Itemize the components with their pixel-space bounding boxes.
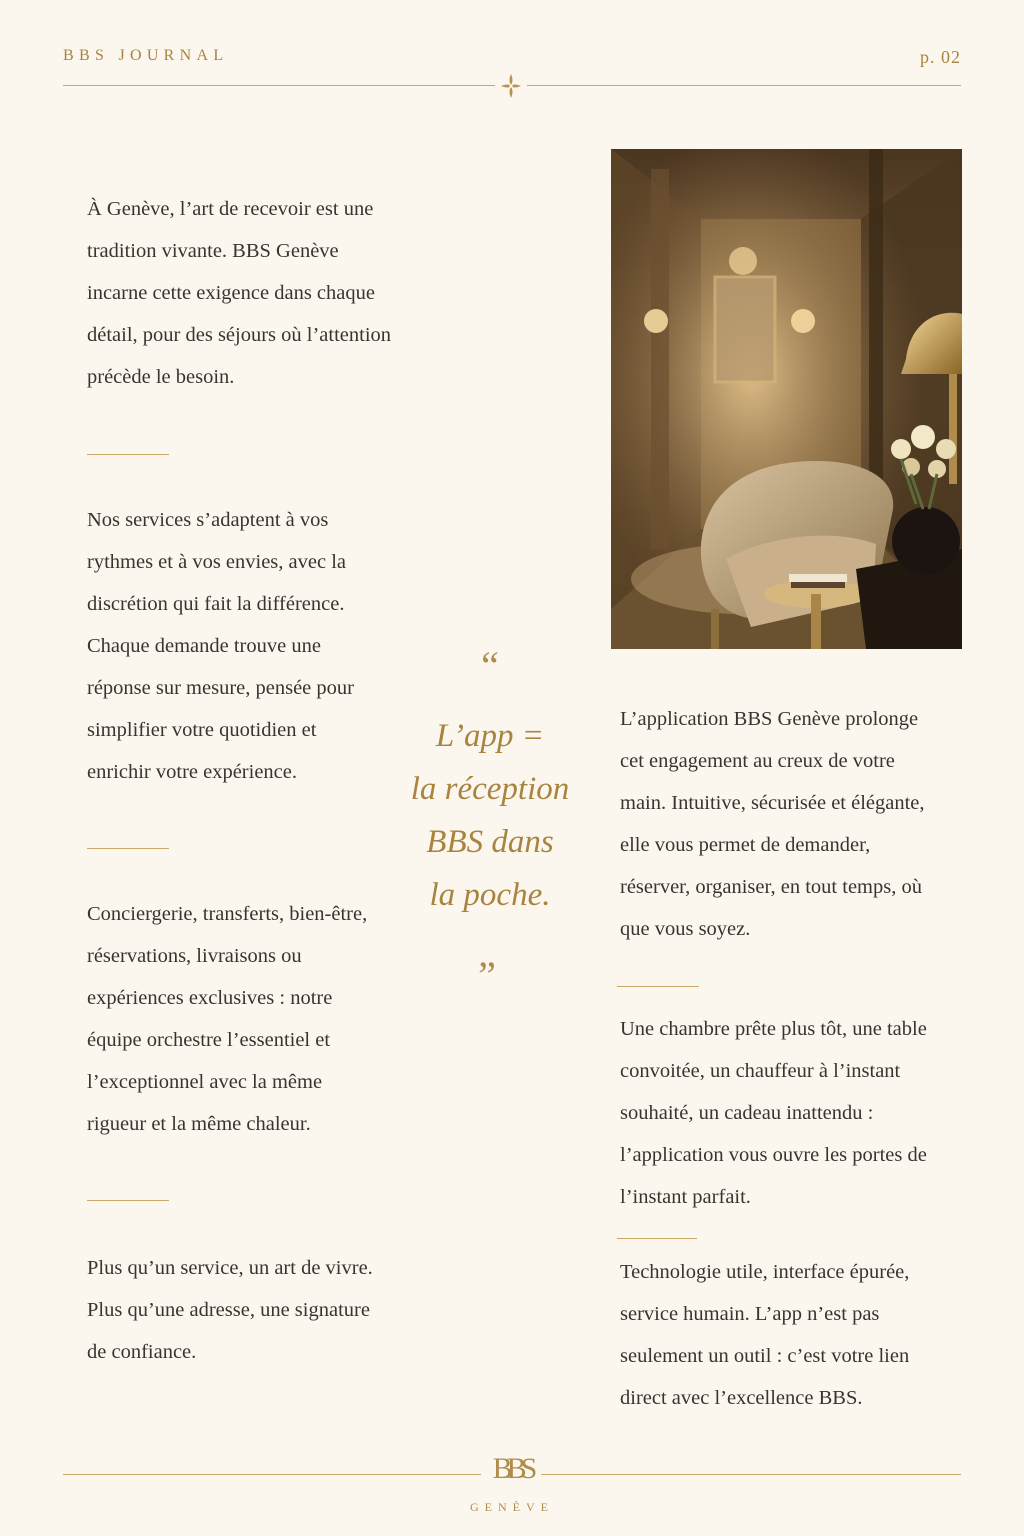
- page-number: p. 02: [920, 47, 961, 67]
- fleuron-icon: [500, 73, 522, 103]
- right-paragraph-2: Une chambre prête plus tôt, une table convoitée, un chauffeur à l’instant souhaité, un cadeau inattendu : l’application vous ouvre les portes de l’instant parfait.: [620, 1018, 927, 1208]
- left-paragraph-2: Nos services s’adaptent à vos rythmes et à vos envies, avec la discrétion qui fait la différence. Chaque demande trouve une réponse sur mesure, pensée pour simplifier votre quotidien et enrichir votre expérience.: [87, 509, 354, 783]
- right-paragraph-3: Technologie utile, interface épurée, service humain. L’app n’est pas seulement un outil : c’est votre lien direct avec l’excellence BBS.: [620, 1261, 910, 1409]
- footer-rule-left: [63, 1474, 481, 1475]
- quote-line-4: la poche.: [429, 877, 551, 913]
- journal-title: BBS JOURNAL: [63, 47, 229, 64]
- header-rule-left: [63, 85, 495, 86]
- left-paragraph-3: Conciergerie, transferts, bien-être, réservations, livraisons ou expériences exclusives : notre équipe orchestre l’essentiel et l’exceptionnel avec la même rigueur et la même chaleur.: [87, 903, 368, 1135]
- quote-line-1: L’app =: [435, 718, 545, 754]
- quote-close-mark: ”: [478, 953, 496, 998]
- header-rule-right: [527, 85, 961, 86]
- quote-open-mark: “: [481, 643, 499, 688]
- quote-line-3: BBS dans: [426, 824, 554, 860]
- right-divider-2: [617, 1238, 697, 1239]
- right-paragraph-1: L’application BBS Genève prolonge cet engagement au creux de votre main. Intuitive, sécurisée et élégante, elle vous permet de demander, réserver, organiser, en tout temps, où que vous soyez.: [620, 708, 925, 940]
- left-divider-3: [87, 1200, 169, 1201]
- left-divider-2: [87, 848, 169, 849]
- left-paragraph-1: À Genève, l’art de recevoir est une tradition vivante. BBS Genève incarne cette exigence dans chaque détail, pour des séjours où l’attention précède le besoin.: [87, 198, 392, 388]
- quote-line-2: la réception: [410, 771, 570, 807]
- bbs-logo: BBS: [492, 1452, 532, 1485]
- footer-rule-right: [541, 1474, 961, 1475]
- left-paragraph-4: Plus qu’un service, un art de vivre. Plus qu’une adresse, une signature de confiance.: [87, 1257, 373, 1363]
- left-divider-1: [87, 454, 169, 455]
- logo-subtitle: GENÈVE: [470, 1500, 554, 1514]
- pull-quote: [390, 710, 590, 922]
- right-divider-1: [617, 986, 699, 987]
- hotel-lounge-photo: [611, 149, 962, 649]
